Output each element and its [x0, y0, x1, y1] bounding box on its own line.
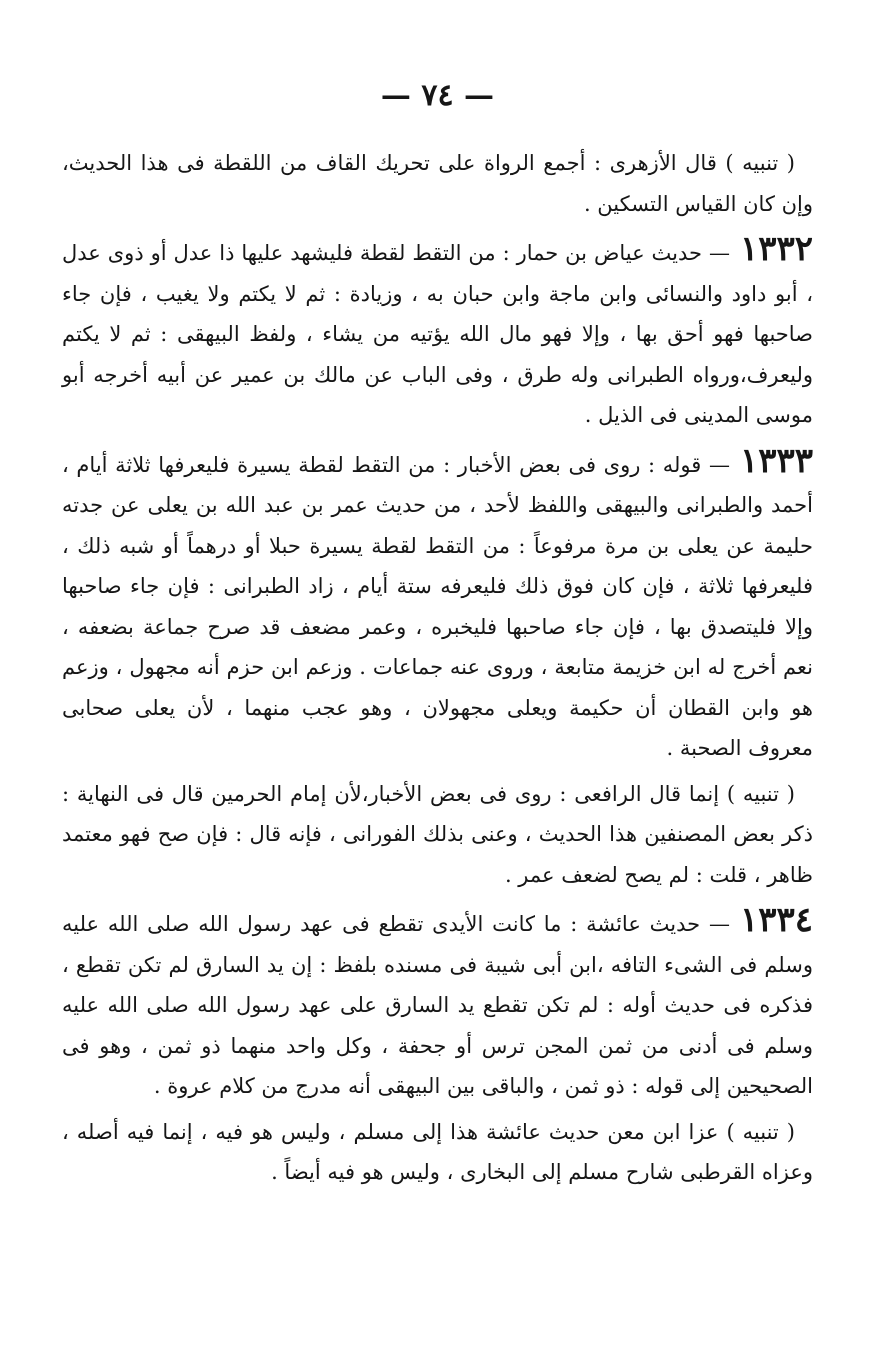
note-paragraph-1 — [62, 143, 813, 224]
page-number: — ٧٤ — — [380, 78, 495, 113]
hadith-number: ١٣٣٣ — [739, 440, 813, 481]
paragraph-text: — حديث عياض بن حمار : من التقط لقطة فليشهد عليها ذا عدل أو ذوى عدل ، أبو داود والنسائى وابن ماجة وابن حبان به ، وزيادة : ثم لا يكتم ولا يغيب ، فإن جاء صاحبها فهو أحق بها ، وإلا فهو مال الله يؤتيه من يشاء ، ولفظ البيهقى : ثم لا يكتم وليعرف،ورواه الطبرانى وله طرق ، وفى الباب عن مالك بن عمير عن أبيه أخرجه أبو موسى المدينى فى الذيل . — [62, 241, 813, 427]
paragraph-text: ( تنبيه ) قال الأزهرى : أجمع الرواة على تحريك القاف من اللقطة فى هذا الحديث، وإن كان القياس التسكين . — [62, 151, 813, 216]
paragraph-text: ( تنبيه ) إنما قال الرافعى : روى فى بعض الأخبار،لأن إمام الحرمين قال فى النهاية : ذكر بعض المصنفين هذا الحديث ، وعنى بذلك الفورانى ، فإنه قال : فإن صح فهو معتمد ظاهر ، قلت : لم يصح لضعف عمر . — [62, 781, 813, 887]
hadith-paragraph-1332 — [62, 229, 813, 436]
paragraph-text: — قوله : روى فى بعض الأخبار : من التقط لقطة يسيرة فليعرفها ثلاثة أيام ، أحمد والطبرانى والبيهقى واللفظ لأحد ، من حديث عمر بن عبد الله بن يعلى عن جدته حليمة عن يعلى بن مرة مرفوعاً : من التقط لقطة يسيرة حبلا أو درهماً أو شبه ذلك ، فليعرفها ثلاثة ، فإن كان فوق ذلك فليعرفه ستة أيام ، زاد الطبرانى : فإن جاء صاحبها وإلا فليتصدق بها ، فإن جاء صاحبها فليخبره ، وعمر مضعف قد صرح جماعة بضعفه ، نعم أخرج له ابن خزيمة متابعة ، وروى عنه جماعات . وزعم ابن حزم أنه مجهول ، وزعم هو وابن القطان أن حكيمة ويعلى مجهولان ، وهو عجب منهما ، لأن يعلى صحابى معروف الصحبة . — [62, 452, 813, 760]
hadith-paragraph-1333 — [62, 441, 813, 769]
note-paragraph-2 — [62, 774, 813, 896]
hadith-number: ١٣٣٢ — [739, 229, 813, 269]
paragraph-text: — حديث عائشة : ما كانت الأيدى تقطع فى عهد رسول الله صلى الله عليه وسلم فى الشىء التافه ،ابن أبى شيبة فى مسنده بلفظ : إن يد السارق لم تكن تقطع ، فذكره فى حديث أوله : لم تكن تقطع يد السارق على عهد رسول الله صلى الله عليه وسلم فى أدنى من ثمن المجن ترس أو جحفة ، وكل واحد منهما ذو ثمن ، وهو فى الصحيحين إلى قوله : ذو ثمن ، والباقى بين البيهقى أنه مدرج من كلام عروة . — [62, 912, 813, 1098]
paragraph-text: ( تنبيه ) عزا ابن معن حديث عائشة هذا إلى مسلم ، وليس هو فيه ، إنما فيه أصله ، وعزاه القرطبى شارح مسلم إلى البخارى ، وليس هو فيه أيضاً . — [62, 1119, 813, 1184]
hadith-paragraph-1334 — [62, 900, 813, 1107]
hadith-number: ١٣٣٤ — [739, 900, 813, 940]
note-paragraph-3 — [62, 1112, 813, 1193]
